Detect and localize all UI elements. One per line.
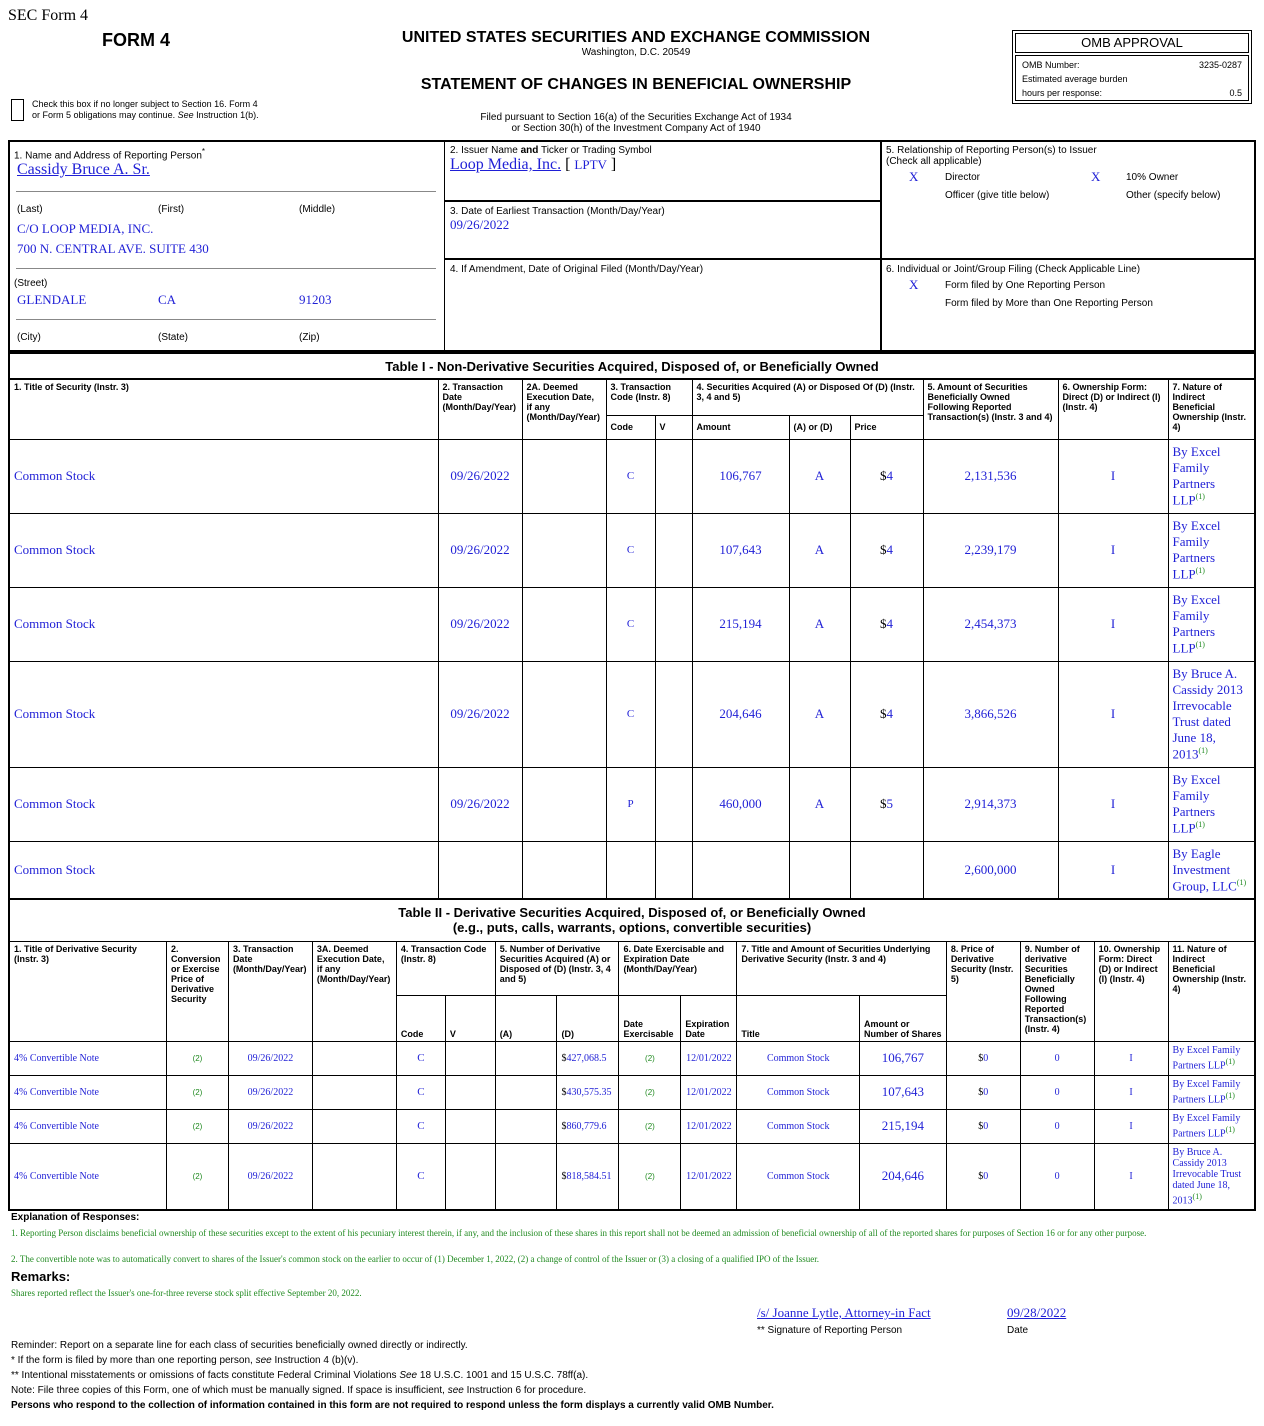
cell-form: I bbox=[1058, 587, 1168, 661]
box3-label: 3. Date of Earliest Transaction (Month/Day/Year) bbox=[450, 206, 665, 217]
footnote-ref: (1) bbox=[1195, 819, 1205, 829]
table-row bbox=[9, 661, 1255, 767]
t1-h-v: V bbox=[655, 415, 692, 439]
t1-h-price: Price bbox=[850, 415, 923, 439]
cell-empty bbox=[445, 1075, 495, 1109]
cell-empty bbox=[522, 767, 606, 841]
t1-h-title: 1. Title of Security (Instr. 3) bbox=[9, 379, 438, 439]
cell-shares: 204,646 bbox=[860, 1143, 947, 1210]
issuer-name[interactable]: Loop Media, Inc. bbox=[450, 156, 562, 173]
signature-label: ** Signature of Reporting Person bbox=[757, 1325, 903, 1336]
cell-price bbox=[850, 841, 923, 899]
cell-owned: 2,131,536 bbox=[923, 439, 1058, 513]
cell-code: C bbox=[396, 1109, 445, 1143]
cell-owned: 0 bbox=[1020, 1041, 1094, 1075]
cell-conv: (2) bbox=[166, 1041, 228, 1075]
cell-price bbox=[946, 1041, 1020, 1075]
cell-code: C bbox=[396, 1041, 445, 1075]
disposed-value: 430,575.35 bbox=[566, 1086, 612, 1098]
cell-price bbox=[946, 1109, 1020, 1143]
cell-exp: 12/01/2022 bbox=[681, 1075, 737, 1109]
cell-owned: 2,914,373 bbox=[923, 767, 1058, 841]
cell-date: 09/26/2022 bbox=[438, 587, 522, 661]
t2-h-title: 1. Title of Derivative Security (Instr. 3) bbox=[9, 941, 166, 1041]
t2-h-amt: Amount or Number of Shares bbox=[860, 995, 947, 1041]
dollar-sign: $ bbox=[561, 1170, 567, 1182]
cell-empty bbox=[655, 661, 692, 767]
cell-price bbox=[850, 513, 923, 587]
table-non-derivative bbox=[8, 352, 1256, 900]
cell-amount: 204,646 bbox=[692, 661, 789, 767]
cell-empty bbox=[312, 1041, 396, 1075]
cell-nature bbox=[1168, 587, 1255, 661]
cell-empty bbox=[655, 767, 692, 841]
t2-h-underlying: 7. Title and Amount of Securities Underlying Derivative Security (Instr. 3 and 4) bbox=[737, 941, 946, 995]
cell-title: Common Stock bbox=[9, 661, 438, 767]
cell-empty bbox=[522, 587, 606, 661]
footnote-ref: (1) bbox=[1225, 1056, 1235, 1066]
cell-date bbox=[438, 841, 522, 899]
t2-h-date: 3. Transaction Date (Month/Day/Year) bbox=[228, 941, 312, 1041]
price-value: 4 bbox=[886, 706, 893, 721]
t2-h-conversion: 2. Conversion or Exercise Price of Derivative Security bbox=[166, 941, 228, 1041]
cell-exer: (2) bbox=[619, 1109, 681, 1143]
table-row bbox=[9, 513, 1255, 587]
cell-ad: A bbox=[789, 439, 850, 513]
note-multiple-persons: * If the form is filed by more than one reporting person, see Instruction 4 (b)(v). bbox=[11, 1355, 359, 1366]
cell-form: I bbox=[1058, 439, 1168, 513]
checkbox-text: Check this box if no longer subject to Section 16. Form 4 or Form 5 obligations may continue. See Instruction 1(b). bbox=[32, 99, 259, 120]
nature-text: By Bruce A. Cassidy 2013 Irrevocable Trust dated June 18, 2013 bbox=[1172, 665, 1243, 762]
omb-burden-label: Estimated average burden bbox=[1022, 74, 1128, 84]
t2-h-a: (A) bbox=[495, 995, 557, 1041]
address-line1: C/O LOOP MEDIA, INC. bbox=[17, 221, 154, 236]
t1-h-deemed: 2A. Deemed Execution Date, if any (Month/Day/Year) bbox=[522, 379, 606, 439]
t2-h-ttl: Title bbox=[737, 995, 860, 1041]
cell-nature bbox=[1168, 841, 1255, 899]
cell-owned: 0 bbox=[1020, 1109, 1094, 1143]
zip-value: 91203 bbox=[299, 292, 332, 307]
cell-exp: 12/01/2022 bbox=[681, 1041, 737, 1075]
cell-code: C bbox=[606, 439, 655, 513]
box5-label: 5. Relationship of Reporting Person(s) to Issuer (Check all applicable) bbox=[886, 145, 1097, 167]
cell-amount: 460,000 bbox=[692, 767, 789, 841]
cell-empty bbox=[495, 1143, 557, 1210]
signature-date[interactable]: 09/28/2022 bbox=[1007, 1305, 1067, 1320]
one-person-mark: X bbox=[909, 277, 919, 292]
footnote-ref: (1) bbox=[1195, 491, 1205, 501]
table-row bbox=[9, 587, 1255, 661]
t1-h-amount: Amount bbox=[692, 415, 789, 439]
table-row bbox=[9, 1109, 1255, 1143]
cell-code: C bbox=[606, 513, 655, 587]
cell-form: I bbox=[1058, 767, 1168, 841]
cell-date: 09/26/2022 bbox=[228, 1075, 312, 1109]
table-row bbox=[9, 439, 1255, 513]
cell-empty bbox=[522, 841, 606, 899]
cell-nature bbox=[1168, 661, 1255, 767]
director-label: Director bbox=[945, 172, 981, 183]
price-value: 0 bbox=[983, 1120, 989, 1132]
last-label: (Last) bbox=[17, 204, 43, 215]
cell-empty bbox=[522, 661, 606, 767]
t2-h-number: 5. Number of Derivative Securities Acquired (A) or Disposed of (D) (Instr. 3, 4 and 5) bbox=[495, 941, 619, 995]
footnote-2: 2. The convertible note was to automatically convert to shares of the Issuer's common stock on the earlier to occur of (1) December 1, 2022, (2) a change of control of the Issuer or (3) a closing of a qualified IPO of the Issuer. bbox=[11, 1254, 819, 1264]
cell-ad: A bbox=[789, 587, 850, 661]
director-mark: X bbox=[909, 169, 919, 184]
cell-nature bbox=[1168, 767, 1255, 841]
cell-amount: 215,194 bbox=[692, 587, 789, 661]
cell-code: C bbox=[606, 587, 655, 661]
cell-d bbox=[557, 1143, 619, 1210]
cell-ad: A bbox=[789, 767, 850, 841]
omb-hours-label: hours per response: bbox=[1022, 88, 1103, 98]
note-copies: Note: File three copies of this Form, one of which must be manually signed. If space is insufficient, see Instruction 6 for procedure. bbox=[11, 1385, 587, 1396]
first-label: (First) bbox=[158, 204, 185, 215]
cell-under: Common Stock bbox=[737, 1109, 860, 1143]
cell-conv: (2) bbox=[166, 1109, 228, 1143]
t1-h-date: 2. Transaction Date (Month/Day/Year) bbox=[438, 379, 522, 439]
cell-date: 09/26/2022 bbox=[438, 661, 522, 767]
cell-shares: 215,194 bbox=[860, 1109, 947, 1143]
remarks-text: Shares reported reflect the Issuer's one-for-three reverse stock split effective September 20, 2022. bbox=[11, 1288, 362, 1298]
dollar-sign: $ bbox=[880, 542, 887, 557]
table2-title: Table II - Derivative Securities Acquired, Disposed of, or Beneficially Owned (e.g., puts, calls, warrants, options, convertible securities) bbox=[9, 899, 1255, 941]
footnote-ref: (1) bbox=[1195, 639, 1205, 649]
cell-exp: 12/01/2022 bbox=[681, 1109, 737, 1143]
cell-amount: 106,767 bbox=[692, 439, 789, 513]
nature-text: By Excel Family Partners LLP bbox=[1172, 1112, 1241, 1140]
cell-empty bbox=[655, 513, 692, 587]
state-label: (State) bbox=[158, 332, 189, 343]
t2-h-form: 10. Ownership Form: Direct (D) or Indirect (I) (Instr. 4) bbox=[1094, 941, 1168, 1041]
t2-h-exp: Expiration Date bbox=[681, 995, 737, 1041]
dollar-sign: $ bbox=[978, 1170, 984, 1182]
note-misstatements: ** Intentional misstatements or omissions of facts constitute Federal Criminal Violations See 18 U.S.C. 1001 and 15 U.S.C. 78ff(a). bbox=[11, 1370, 589, 1381]
cell-title: Common Stock bbox=[9, 767, 438, 841]
dollar-sign: $ bbox=[561, 1120, 567, 1132]
dollar-sign: $ bbox=[978, 1120, 984, 1132]
cell-title: Common Stock bbox=[9, 587, 438, 661]
cell-date: 09/26/2022 bbox=[228, 1143, 312, 1210]
cell-form: I bbox=[1094, 1075, 1168, 1109]
note-omb-valid: Persons who respond to the collection of information contained in this form are not required to respond unless the form displays a currently valid OMB Number. bbox=[11, 1400, 774, 1411]
footnote-ref: (1) bbox=[1236, 877, 1247, 887]
dollar-sign: $ bbox=[880, 796, 887, 811]
cell-form: I bbox=[1058, 841, 1168, 899]
street-label: (Street) bbox=[14, 278, 48, 289]
price-value: 0 bbox=[983, 1086, 989, 1098]
cell-code: C bbox=[396, 1143, 445, 1210]
cell-empty bbox=[495, 1041, 557, 1075]
cell-empty bbox=[655, 439, 692, 513]
reminder: Reminder: Report on a separate line for each class of securities beneficially owned directly or indirectly. bbox=[11, 1340, 468, 1351]
cell-title: 4% Convertible Note bbox=[9, 1143, 166, 1210]
reporting-person-name[interactable]: Cassidy Bruce A. Sr. bbox=[17, 161, 150, 178]
cell-empty bbox=[312, 1075, 396, 1109]
statement-title: STATEMENT OF CHANGES IN BENEFICIAL OWNERSHIP bbox=[420, 76, 852, 93]
box4-label: 4. If Amendment, Date of Original Filed (Month/Day/Year) bbox=[450, 264, 704, 275]
table-row bbox=[9, 841, 1255, 899]
t2-h-code: 4. Transaction Code (Instr. 8) bbox=[396, 941, 495, 995]
cell-ad: A bbox=[789, 661, 850, 767]
nature-text: By Eagle Investment Group, LLC bbox=[1172, 845, 1237, 893]
cell-code: C bbox=[396, 1075, 445, 1109]
cell-form: I bbox=[1094, 1143, 1168, 1210]
cell-title: 4% Convertible Note bbox=[9, 1041, 166, 1075]
cell-code: P bbox=[606, 767, 655, 841]
t2-h-price: 8. Price of Derivative Security (Instr. 5) bbox=[946, 941, 1020, 1041]
disposed-value: 427,068.5 bbox=[566, 1052, 607, 1064]
date-label: Date bbox=[1007, 1325, 1029, 1336]
table-row bbox=[9, 1143, 1255, 1210]
cell-d bbox=[557, 1075, 619, 1109]
middle-label: (Middle) bbox=[299, 204, 336, 215]
footnote-1: 1. Reporting Person disclaims beneficial ownership of these securities except to the extent of his pecuniary interest therein, if any, and the inclusion of these shares in this report shall not be deemed an admission of beneficial ownership of all of the reported shares for purposes of Section 16 or for any other purpose. bbox=[11, 1228, 1147, 1238]
t2-h-exercisable: 6. Date Exercisable and Expiration Date (Month/Day/Year) bbox=[619, 941, 737, 995]
cell-title: 4% Convertible Note bbox=[9, 1075, 166, 1109]
cell-amount: 107,643 bbox=[692, 513, 789, 587]
earliest-transaction-date: 09/26/2022 bbox=[450, 217, 510, 232]
nature-text: By Excel Family Partners LLP bbox=[1172, 1078, 1241, 1106]
city-label: (City) bbox=[17, 332, 41, 343]
cell-exer: (2) bbox=[619, 1041, 681, 1075]
dollar-sign: $ bbox=[880, 468, 887, 483]
cell-form: I bbox=[1058, 513, 1168, 587]
cell-title: 4% Convertible Note bbox=[9, 1109, 166, 1143]
t2-h-v: V bbox=[445, 995, 495, 1041]
cell-under: Common Stock bbox=[737, 1041, 860, 1075]
cell-shares: 107,643 bbox=[860, 1075, 947, 1109]
section16-checkbox[interactable] bbox=[11, 99, 24, 121]
cell-empty bbox=[655, 841, 692, 899]
cell-ad: A bbox=[789, 513, 850, 587]
t1-h-code: 3. Transaction Code (Instr. 8) bbox=[606, 379, 692, 415]
cell-empty bbox=[522, 513, 606, 587]
cell-price bbox=[946, 1143, 1020, 1210]
cell-empty bbox=[522, 439, 606, 513]
cell-owned: 0 bbox=[1020, 1075, 1094, 1109]
box2-label: 2. Issuer Name and Ticker or Trading Symbol bbox=[450, 145, 652, 156]
cell-under: Common Stock bbox=[737, 1075, 860, 1109]
box1-label: 1. Name and Address of Reporting Person* bbox=[14, 147, 206, 162]
omb-title: OMB APPROVAL bbox=[1015, 33, 1249, 53]
cell-owned: 3,866,526 bbox=[923, 661, 1058, 767]
cell-exer: (2) bbox=[619, 1143, 681, 1210]
footnote-ref: (1) bbox=[1198, 745, 1208, 755]
filed-pursuant: Filed pursuant to Section 16(a) of the Securities Exchange Act of 1934 or Section 30(h) of the Investment Company Act of 1940 bbox=[480, 112, 792, 134]
cell-date: 09/26/2022 bbox=[228, 1041, 312, 1075]
address-line2: 700 N. CENTRAL AVE. SUITE 430 bbox=[17, 241, 209, 256]
cell-ad bbox=[789, 841, 850, 899]
t2-h-owned: 9. Number of derivative Securities Beneficially Owned Following Reported Transaction(s) (Instr. 4) bbox=[1020, 941, 1094, 1041]
dollar-sign: $ bbox=[978, 1052, 984, 1064]
nature-text: By Excel Family Partners LLP bbox=[1172, 443, 1221, 508]
box6-label: 6. Individual or Joint/Group Filing (Check Applicable Line) bbox=[886, 264, 1141, 275]
cell-nature bbox=[1168, 1109, 1255, 1143]
one-person-label: Form filed by One Reporting Person bbox=[945, 280, 1106, 291]
issuer-line: Loop Media, Inc. [ LPTV ] bbox=[450, 156, 617, 173]
cell-date: 09/26/2022 bbox=[228, 1109, 312, 1143]
price-value: 4 bbox=[886, 468, 893, 483]
form-title: FORM 4 bbox=[102, 30, 171, 50]
cell-empty bbox=[495, 1075, 557, 1109]
table-row bbox=[9, 767, 1255, 841]
footnote-ref: (1) bbox=[1195, 565, 1205, 575]
nature-text: By Excel Family Partners LLP bbox=[1172, 517, 1221, 582]
t1-h-owned: 5. Amount of Securities Beneficially Owned Following Reported Transaction(s) (Instr. 3 and 4) bbox=[923, 379, 1058, 439]
dollar-sign: $ bbox=[561, 1086, 567, 1098]
cell-price bbox=[850, 661, 923, 767]
cell-empty bbox=[445, 1041, 495, 1075]
cell-form: I bbox=[1094, 1041, 1168, 1075]
dollar-sign: $ bbox=[880, 706, 887, 721]
cell-code: C bbox=[606, 661, 655, 767]
cell-under: Common Stock bbox=[737, 1143, 860, 1210]
cell-title: Common Stock bbox=[9, 513, 438, 587]
cell-amount bbox=[692, 841, 789, 899]
cell-nature bbox=[1168, 1075, 1255, 1109]
table-row bbox=[9, 1075, 1255, 1109]
cell-owned: 2,239,179 bbox=[923, 513, 1058, 587]
cell-title: Common Stock bbox=[9, 439, 438, 513]
nature-text: By Excel Family Partners LLP bbox=[1172, 771, 1221, 836]
disposed-value: 818,584.51 bbox=[566, 1170, 612, 1182]
cell-form: I bbox=[1094, 1109, 1168, 1143]
more-persons-label: Form filed by More than One Reporting Person bbox=[945, 298, 1153, 309]
cell-date: 09/26/2022 bbox=[438, 439, 522, 513]
omb-number-label: OMB Number: bbox=[1022, 60, 1080, 70]
cell-empty bbox=[445, 1109, 495, 1143]
nature-text: By Bruce A. Cassidy 2013 Irrevocable Trust dated June 18, 2013 bbox=[1172, 1146, 1242, 1206]
nature-text: By Excel Family Partners LLP bbox=[1172, 1044, 1241, 1072]
ten-pct-owner-label: 10% Owner bbox=[1126, 172, 1179, 183]
cell-empty bbox=[312, 1109, 396, 1143]
t1-h-code-sub: Code bbox=[606, 415, 655, 439]
explanation-label: Explanation of Responses: bbox=[11, 1212, 140, 1223]
cell-empty bbox=[445, 1143, 495, 1210]
price-value: 4 bbox=[886, 616, 893, 631]
t2-h-deemed: 3A. Deemed Execution Date, if any (Month/Day/Year) bbox=[312, 941, 396, 1041]
t1-h-form: 6. Ownership Form: Direct (D) or Indirect (I) (Instr. 4) bbox=[1058, 379, 1168, 439]
price-value: 4 bbox=[886, 542, 893, 557]
t1-h-nature: 7. Nature of Indirect Beneficial Ownership (Instr. 4) bbox=[1168, 379, 1255, 439]
disposed-value: 860,779.6 bbox=[566, 1120, 607, 1132]
omb-number: 3235-0287 bbox=[1198, 60, 1242, 70]
t1-h-acquired: 4. Securities Acquired (A) or Disposed Of (D) (Instr. 3, 4 and 5) bbox=[692, 379, 923, 415]
cell-conv: (2) bbox=[166, 1143, 228, 1210]
other-label: Other (specify below) bbox=[1126, 190, 1221, 201]
cell-price bbox=[850, 439, 923, 513]
cell-empty bbox=[655, 587, 692, 661]
nature-text: By Excel Family Partners LLP bbox=[1172, 591, 1221, 656]
table1-title: Table I - Non-Derivative Securities Acquired, Disposed of, or Beneficially Owned bbox=[9, 353, 1255, 379]
cell-owned: 0 bbox=[1020, 1143, 1094, 1210]
cell-d bbox=[557, 1109, 619, 1143]
price-value: 0 bbox=[983, 1052, 989, 1064]
zip-label: (Zip) bbox=[299, 332, 320, 343]
t2-h-code-sub: Code bbox=[396, 995, 445, 1041]
cell-exp: 12/01/2022 bbox=[681, 1143, 737, 1210]
cell-empty bbox=[312, 1143, 396, 1210]
cell-d bbox=[557, 1041, 619, 1075]
table-row bbox=[9, 1041, 1255, 1075]
omb-approval-box bbox=[1012, 30, 1252, 104]
ticker-symbol: LPTV bbox=[574, 157, 607, 172]
sec-form-label: SEC Form 4 bbox=[8, 7, 89, 24]
cell-shares: 106,767 bbox=[860, 1041, 947, 1075]
state-value: CA bbox=[158, 292, 177, 307]
cell-nature bbox=[1168, 1041, 1255, 1075]
dollar-sign: $ bbox=[978, 1086, 984, 1098]
signature[interactable]: /s/ Joanne Lytle, Attorney-in Fact bbox=[757, 1305, 931, 1320]
agency-title: UNITED STATES SECURITIES AND EXCHANGE COMMISSION bbox=[401, 29, 871, 46]
cell-title: Common Stock bbox=[9, 841, 438, 899]
t1-h-ad: (A) or (D) bbox=[789, 415, 850, 439]
table-derivative bbox=[8, 898, 1256, 1211]
t2-h-nature: 11. Nature of Indirect Beneficial Ownership (Instr. 4) bbox=[1168, 941, 1255, 1041]
footnote-ref: (1) bbox=[1225, 1124, 1235, 1134]
dollar-sign: $ bbox=[880, 616, 887, 631]
price-value: 5 bbox=[886, 796, 893, 811]
cell-form: I bbox=[1058, 661, 1168, 767]
cell-price bbox=[850, 767, 923, 841]
t2-h-exer: Date Exercisable bbox=[619, 995, 681, 1041]
officer-label: Officer (give title below) bbox=[945, 190, 1050, 201]
dollar-sign: $ bbox=[561, 1052, 567, 1064]
agency-location: Washington, D.C. 20549 bbox=[581, 47, 691, 58]
t2-h-d: (D) bbox=[557, 995, 619, 1041]
footnote-ref: (1) bbox=[1192, 1191, 1202, 1201]
cell-empty bbox=[495, 1109, 557, 1143]
cell-nature bbox=[1168, 513, 1255, 587]
city-value: GLENDALE bbox=[17, 292, 87, 307]
footnote-ref: (1) bbox=[1225, 1090, 1235, 1100]
cell-nature bbox=[1168, 439, 1255, 513]
cell-owned: 2,454,373 bbox=[923, 587, 1058, 661]
remarks-label: Remarks: bbox=[11, 1269, 71, 1284]
cell-owned: 2,600,000 bbox=[923, 841, 1058, 899]
price-value: 0 bbox=[983, 1170, 989, 1182]
cell-nature bbox=[1168, 1143, 1255, 1210]
cell-date: 09/26/2022 bbox=[438, 767, 522, 841]
cell-price bbox=[946, 1075, 1020, 1109]
omb-hours: 0.5 bbox=[1229, 88, 1242, 98]
cell-conv: (2) bbox=[166, 1075, 228, 1109]
cell-code bbox=[606, 841, 655, 899]
ten-pct-owner-mark: X bbox=[1091, 169, 1101, 184]
cell-price bbox=[850, 587, 923, 661]
cell-date: 09/26/2022 bbox=[438, 513, 522, 587]
cell-exer: (2) bbox=[619, 1075, 681, 1109]
